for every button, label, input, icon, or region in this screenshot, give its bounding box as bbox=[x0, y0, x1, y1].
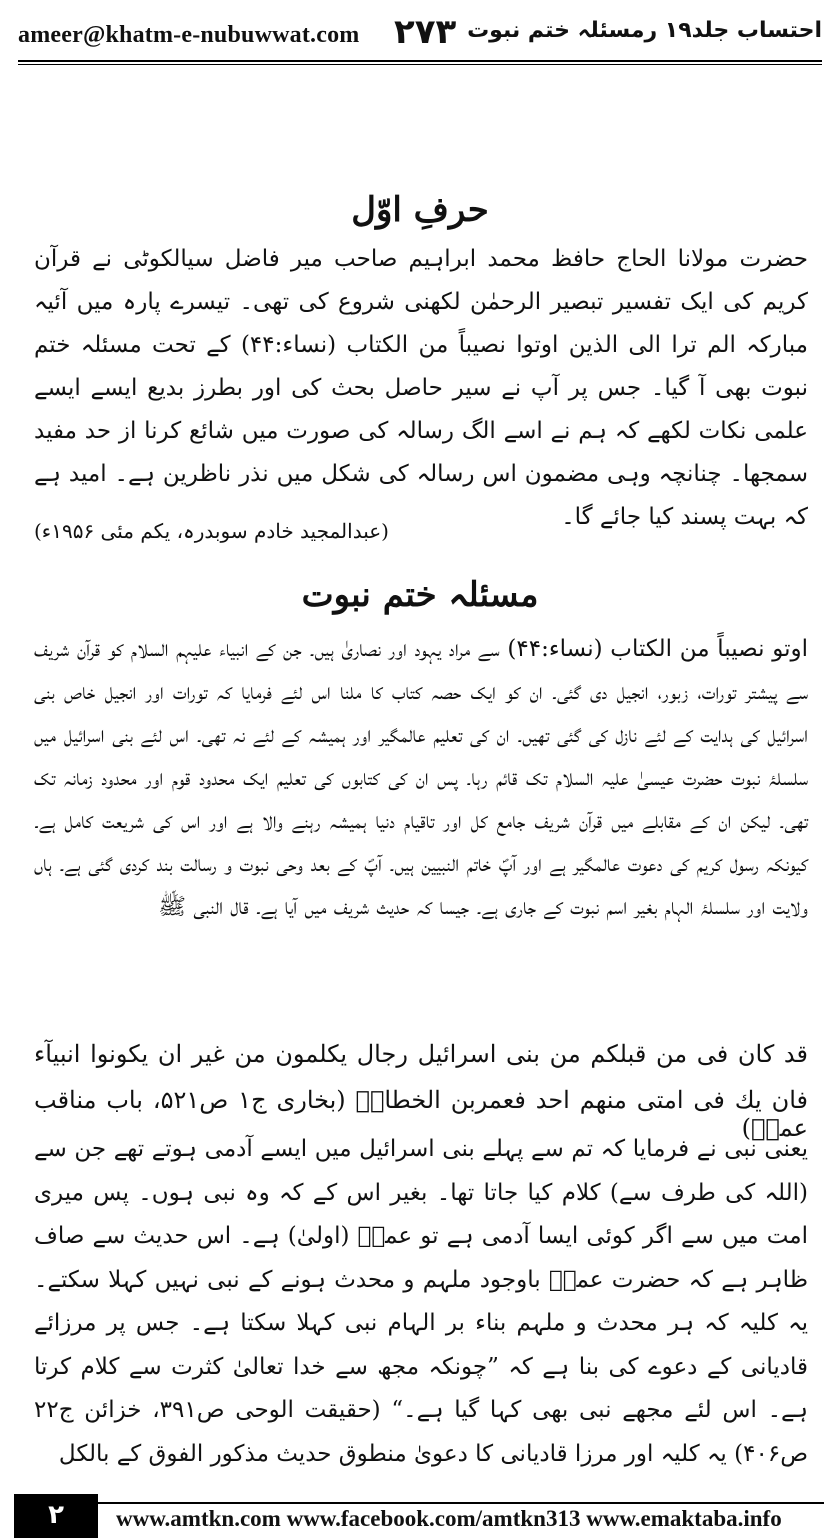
section-heading-preface: حرفِ اوّل bbox=[351, 190, 489, 230]
footer-page-number: ۲ bbox=[14, 1494, 98, 1538]
body-paragraph-2: یعنی نبی نے فرمایا کہ تم سے پہلے بنی اسرائیل میں ایسے آدمی ہوتے تھے جن سے (اللہ کی طرف سے) کلام کیا جاتا تھا۔ بغیر اس کے کہ وہ نبی ہوں۔ پس میری امت میں سے اگر کوئی ایسا آدمی ہے تو عمرؓ (اولیٰ) ہے۔ اس حدیث سے صاف ظاہر ہے کہ حضرت عمرؓ باوجود ملہم و محدث ہونے کے نبی نہیں کہلا سکتے۔ یہ کلیہ کہ ہر محدث و ملہم بناء بر الہام نبی کہلا سکتا ہے۔ جس پر مرزائے قادیانی کے دعوے کی بنا ہے کہ ”چونکہ مجھ سے خدا تعالیٰ کثرت سے کلام کرتا ہے۔ اس لئے مجھے نبی بھی کہا گیا ہے۔“ (حقیقت الوحی ص۳۹۱، خزائن ج۲۲ ص۴۰۶) یہ کلیہ اور مرزا قادیانی کا دعویٰ منطوق حدیث مذکور الفوق کے بالکل bbox=[34, 1136, 809, 1467]
footer-rule bbox=[98, 1502, 824, 1504]
header-page-number: ۲۷۳ bbox=[394, 12, 457, 52]
preface-paragraph: حضرت مولانا الحاج حافظ محمد ابراہیم صاحب میر فاضل سیالکوٹی نے قرآن کریم کی ایک تفسیر تبصیر الرحمٰن لکھنی شروع کی تھی۔ تیسرے پارہ میں آئیہ مبارکہ الم ترا الی الذین اوتوا نصیباً من الکتاب (نساء:۴۴) کے تحت مسئلہ ختم نبوت بھی آ گیا۔ جس پر آپ نے سیر حاصل بحث کی اور بطرز بدیع ایسے ایسے علمی نکات لکھے کہ ہم نے اسے الگ رسالہ کی صورت میں شائع کرنا از حد مفید سمجھا۔ چنانچہ وہی مضمون اس رسالہ کی شکل میں نذر ناظرین ہے۔ امید ہے کہ بہت پسند کیا جائے گا۔ bbox=[34, 246, 809, 530]
page-header bbox=[0, 0, 840, 62]
preface-signature: (عبدالمجید خادم سوبدرہ، یکم مئی ۱۹۵۶ء) bbox=[34, 519, 389, 543]
section-heading-khatm-e-nubuwwat: مسئلہ ختم نبوت bbox=[301, 575, 539, 615]
body-paragraph-1: اوتو نصیباً من الکتاب (نساء:۴۴) سے مراد یہود اور نصاریٰ ہیں۔ جن کے انبیاء علیہم السلام کو قرآن شریف سے پیشتر تورات، زبور، انجیل دی گئی۔ ان کو ایک حصہ کتاب کا ملنا اس لئے فرمایا کہ تورات اور انجیل خاص بنی اسرائیل کی ہدایت کے لئے نازل کی گئی تھیں۔ ان کی تعلیم عالمگیر اور ہمیشہ کے لئے نہ تھی۔ اس لئے بنی اسرائیل میں سلسلۂ نبوت حضرت عیسیٰ علیہ السلام تک قائم رہا۔ پس ان کی کتابوں کی تعلیم ایک محدود قوم اور محدود زمانہ تک تھی۔ لیکن ان کے مقابلے میں قرآن شریف جامع کل اور تاقیام دنیا ہمیشہ رہنے والا ہے اور اس کی شریعت کامل ہے۔ کیونکہ رسول کریم کی دعوت عالمگیر ہے اور آپؐ خاتم النبیین ہیں۔ آپؐ کے بعد وحی نبوت و رسالت بند کردی گئی ہے۔ ہاں ولایت اور سلسلۂ الہام بغیر اسم نبوت کے جاری ہے۔ جیسا کہ حدیث شریف میں آیا ہے۔ قال النبی ﷺ bbox=[34, 636, 808, 920]
hadith-arabic-line-2: فان یك فی امتی منهم احد فعمربن الخطابؓ (بخاری ج۱ ص۵۲۱، باب مناقب عمرؓ) bbox=[34, 1086, 808, 1142]
header-rule bbox=[18, 60, 822, 65]
header-email: ameer@khatm-e-nubuwwat.com bbox=[18, 22, 360, 48]
header-book-title: احتساب جلد۱۹ رمسئلہ ختم نبوت bbox=[467, 18, 822, 43]
page-footer bbox=[0, 1492, 840, 1540]
hadith-arabic-line-1: قد کان فی من قبلکم من بنی اسرائیل رجال یکلمون من غیر ان یکونوا انبیآء bbox=[34, 1040, 808, 1068]
footer-websites: www.amtkn.com www.facebook.com/amtkn313 www.emaktaba.info bbox=[116, 1506, 782, 1531]
